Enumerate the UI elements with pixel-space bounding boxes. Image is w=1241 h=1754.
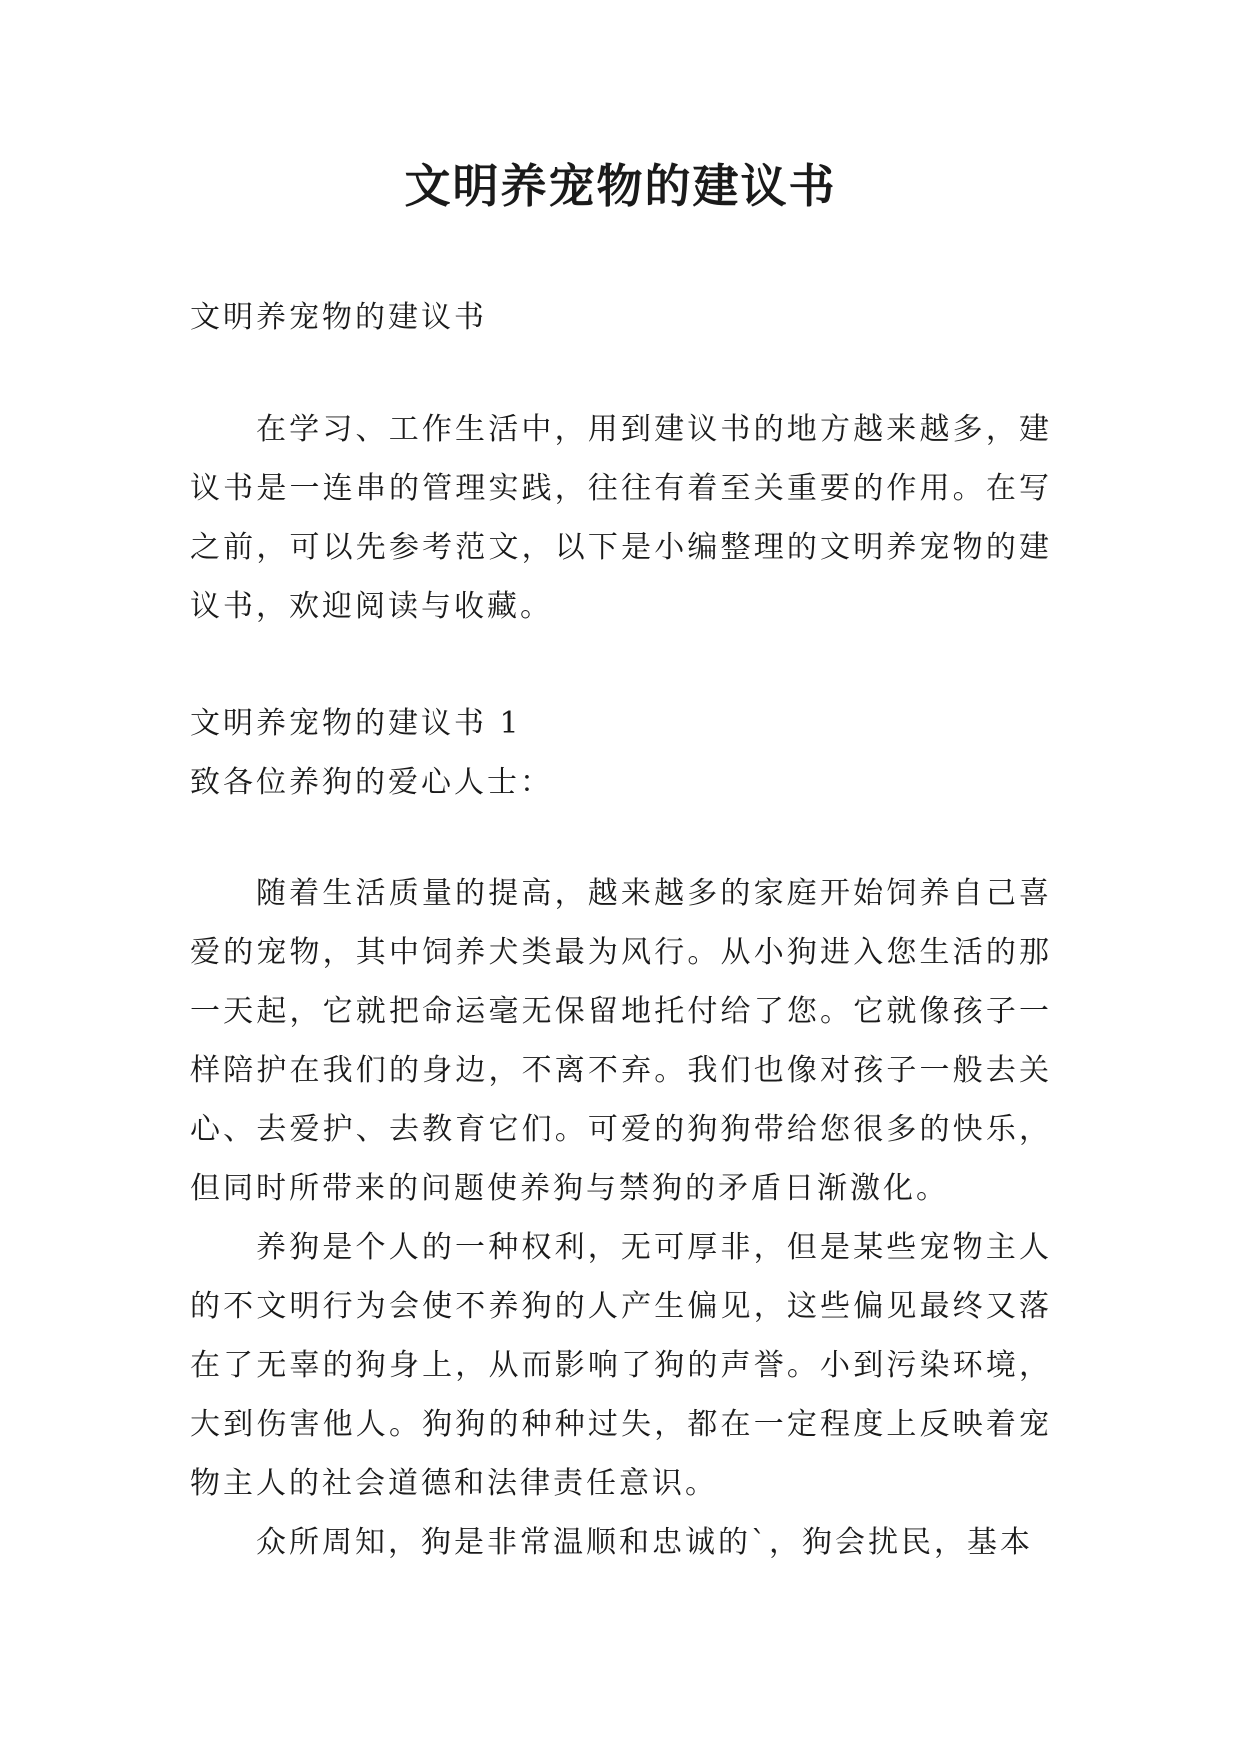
letter-paragraph: 众所周知，狗是非常温顺和忠诚的`，狗会扰民，基本 bbox=[256, 1525, 1033, 1560]
document-subtitle: 文明养宠物的建议书 bbox=[190, 300, 487, 335]
letter-paragraph: 养狗是个人的一种权利，无可厚非，但是某些宠物主人的不文明行为会使不养狗的人产生偏见，这些偏见最终又落在了无辜的狗身上，从而影响了狗的声誉。小到污染环境，大到伤害他人。狗狗的种种过失，都在一定程度上反映着宠物主人的社会道德和法律责任意识。 bbox=[190, 1230, 1052, 1501]
intro-paragraph: 在学习、工作生活中，用到建议书的地方越来越多，建议书是一连串的管理实践，往往有着至关重要的作用。在写之前，可以先参考范文，以下是小编整理的文明养宠物的建议书，欢迎阅读与收藏。 bbox=[190, 412, 1052, 624]
letter-paragraph: 随着生活质量的提高，越来越多的家庭开始饲养自己喜爱的宠物，其中饲养犬类最为风行。从小狗进入您生活的那一天起，它就把命运毫无保留地托付给了您。它就像孩子一样陪护在我们的身边，不离不弃。我们也像对孩子一般去关心、去爱护、去教育它们。可爱的狗狗带给您很多的快乐，但同时所带来的问题使养狗与禁狗的矛盾日渐激化。 bbox=[190, 876, 1052, 1206]
document-title: 文明养宠物的建议书 bbox=[404, 159, 837, 213]
letter-greeting: 致各位养狗的爱心人士： bbox=[190, 765, 553, 800]
section-heading: 文明养宠物的建议书 1 bbox=[190, 706, 522, 741]
letter-body bbox=[190, 864, 1052, 1572]
